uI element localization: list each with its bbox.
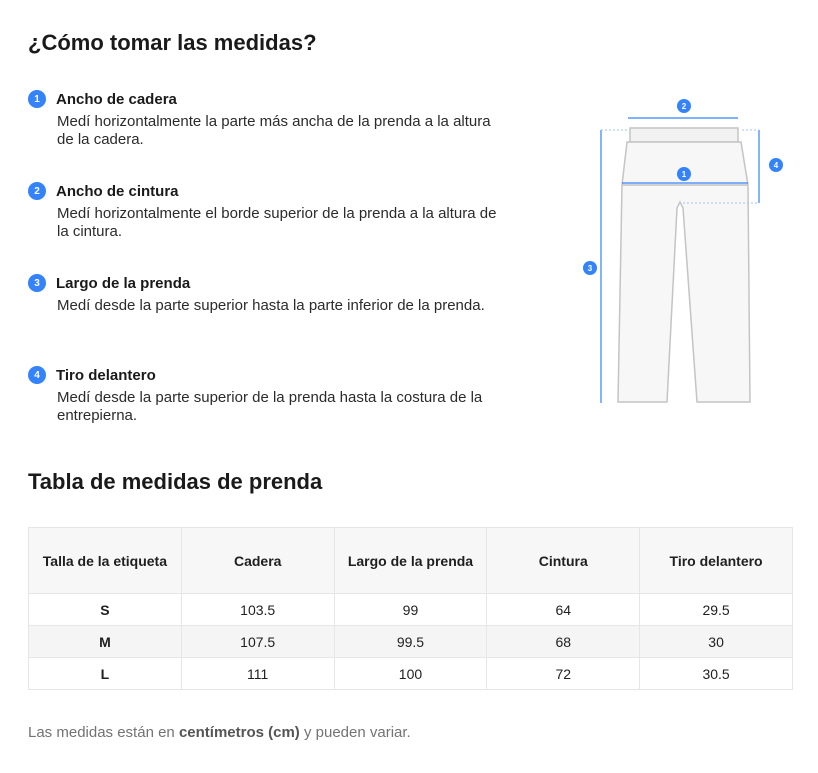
table-header-row: [29, 528, 793, 594]
step-front-rise: [28, 365, 508, 425]
step-title: Tiro delantero: [56, 366, 156, 384]
size-label-cell: M: [29, 626, 182, 658]
step-hip-width: [28, 89, 508, 149]
step-title: Ancho de cintura: [56, 182, 179, 200]
note-units: centímetros (cm): [178, 724, 300, 741]
table-row: [29, 626, 793, 658]
column-header: Largo de la prenda: [334, 528, 487, 594]
step-number-badge: 2: [28, 182, 46, 200]
marker-label: 4: [773, 161, 779, 170]
step-description: Medí horizontalmente la parte más ancha de la prenda a la altura de la cadera.: [57, 113, 491, 148]
table-cell: 111: [181, 658, 334, 690]
size-table-title: Tabla de medidas de prenda: [28, 469, 323, 494]
column-header: Talla de la etiqueta: [29, 528, 182, 594]
marker-label: 2: [681, 102, 687, 111]
column-header: Tiro delantero: [640, 528, 793, 594]
step-waist-width: [28, 181, 508, 241]
step-description: Medí horizontalmente el borde superior de la prenda a la altura de la cintura.: [57, 205, 497, 240]
table-cell: 72: [487, 658, 640, 690]
pants-measurement-diagram: [570, 90, 810, 420]
step-garment-length: [28, 273, 508, 315]
table-cell: 100: [334, 658, 487, 690]
step-description: Medí desde la parte superior hasta la parte inferior de la prenda.: [57, 297, 485, 314]
table-cell: 99: [334, 594, 487, 626]
table-row: [29, 594, 793, 626]
table-cell: 29.5: [640, 594, 793, 626]
note-prefix: Las medidas están en: [28, 724, 179, 741]
table-cell: 103.5: [181, 594, 334, 626]
column-header: Cintura: [487, 528, 640, 594]
step-title: Ancho de cadera: [56, 90, 177, 108]
step-title: Largo de la prenda: [56, 274, 191, 292]
marker-label: 3: [587, 264, 593, 273]
note-suffix: y pueden variar.: [299, 724, 411, 741]
table-cell: 99.5: [334, 626, 487, 658]
table-cell: 64: [487, 594, 640, 626]
table-row: [29, 658, 793, 690]
step-number-badge: 1: [28, 90, 46, 108]
step-number-badge: 4: [28, 366, 46, 384]
column-header: Cadera: [181, 528, 334, 594]
size-label-cell: S: [29, 594, 182, 626]
table-cell: 107.5: [181, 626, 334, 658]
page-title: ¿Cómo tomar las medidas?: [28, 30, 317, 55]
size-label-cell: L: [29, 658, 182, 690]
step-description: Medí desde la parte superior de la prenda hasta la costura de la entrepierna.: [57, 389, 483, 424]
table-cell: 30.5: [640, 658, 793, 690]
units-note: [28, 724, 411, 741]
marker-label: 1: [681, 170, 687, 179]
table-cell: 68: [487, 626, 640, 658]
size-chart-table: [28, 527, 793, 690]
table-cell: 30: [640, 626, 793, 658]
step-number-badge: 3: [28, 274, 46, 292]
